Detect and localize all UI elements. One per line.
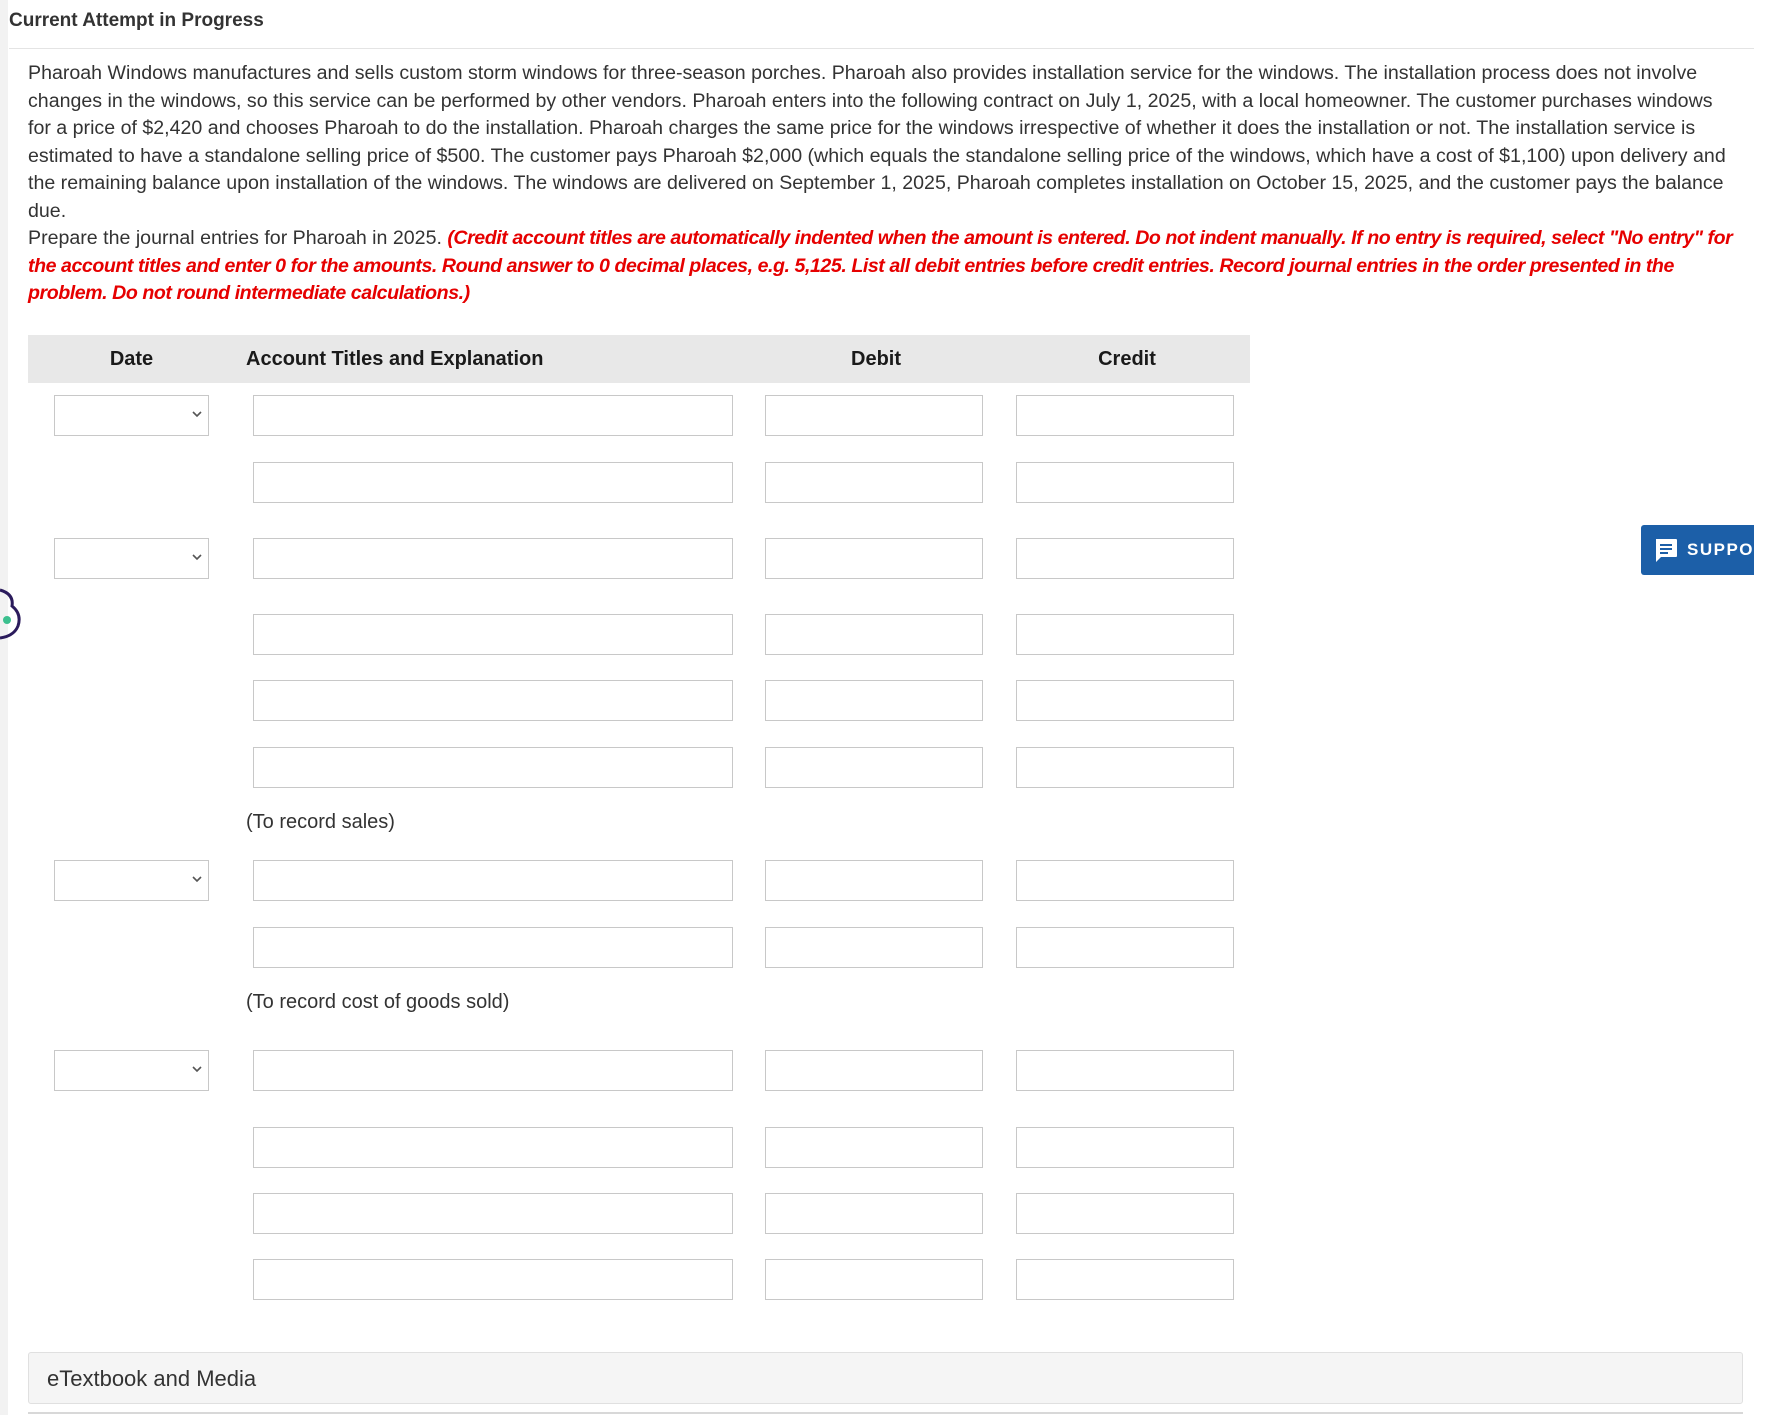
etextbook-media-label: eTextbook and Media [47, 1366, 257, 1391]
entry-4-row-4-debit-input[interactable] [765, 1259, 983, 1300]
chevron-down-icon [190, 407, 204, 421]
support-button[interactable] [1641, 525, 1780, 575]
attempt-status-heading: Current Attempt in Progress [9, 10, 264, 31]
entry-1-row-1-debit-input[interactable] [765, 395, 983, 436]
entry-3-row-1-credit-input[interactable] [1016, 860, 1234, 901]
entry-2-row-1-account-input[interactable] [253, 538, 733, 579]
entry-1-row-1-account-input[interactable] [253, 395, 733, 436]
entry-4-row-4-credit-input[interactable] [1016, 1259, 1234, 1300]
entry-1-row-2-account-input[interactable] [253, 462, 733, 503]
entry-4-row-2-debit-input[interactable] [765, 1127, 983, 1168]
entry-4-row-4-account-input[interactable] [253, 1259, 733, 1300]
chat-icon [1653, 537, 1679, 563]
support-label: SUPPORT [1687, 540, 1780, 559]
entry-2-row-2-credit-input[interactable] [1016, 614, 1234, 655]
column-header-account: Account Titles and Explanation [246, 348, 544, 370]
entry-2-row-4-debit-input[interactable] [765, 747, 983, 788]
entry-4-row-3-account-input[interactable] [253, 1193, 733, 1234]
entry-3-memo: (To record cost of goods sold) [246, 991, 510, 1013]
entry-1-row-2-credit-input[interactable] [1016, 462, 1234, 503]
entry-2-row-4-credit-input[interactable] [1016, 747, 1234, 788]
question-text: Pharoah Windows manufactures and sells custom storm windows for three-season porches. Pharoah also provides installation service for the windows. The installation process does not involve changes in the windows, so this service can be performed by other vendors. Pharoah enters into the following contract on July 1, 2025, with a local homeowner. The customer purchases windows for a price of $2,420 and chooses Pharoah to do the installation. Pharoah charges the same price for the windows irrespective of whether it does the installation or not. The installation service is estimated to have a standalone selling price of $500. The customer pays Pharoah $2,000 (which equals the standalone selling price of the windows, which have a cost of $1,100) upon delivery and the remaining balance upon installation of the windows. The windows are delivered on September 1, 2025, Pharoah completes installation on October 15, 2025, and the customer pays the balance due. [28, 62, 1726, 222]
entry-4-row-1-account-input[interactable] [253, 1050, 733, 1091]
entry-4-row-3-debit-input[interactable] [765, 1193, 983, 1234]
entry-3-row-2-account-input[interactable] [253, 927, 733, 968]
entry-4-row-2-credit-input[interactable] [1016, 1127, 1234, 1168]
entry-2-row-4-account-input[interactable] [253, 747, 733, 788]
entry-4-date-select[interactable] [54, 1050, 209, 1091]
entry-3-date-select[interactable] [54, 860, 209, 901]
entry-2-row-3-credit-input[interactable] [1016, 680, 1234, 721]
chevron-down-icon [190, 550, 204, 564]
entry-1-date-select[interactable] [54, 395, 209, 436]
entry-2-row-1-debit-input[interactable] [765, 538, 983, 579]
entry-3-row-1-account-input[interactable] [253, 860, 733, 901]
journal-table-header [28, 335, 1250, 383]
entry-4-row-2-account-input[interactable] [253, 1127, 733, 1168]
entry-3-row-2-debit-input[interactable] [765, 927, 983, 968]
column-header-debit: Debit [851, 348, 901, 370]
instruction-lead: Prepare the journal entries for Pharoah in 2025. [28, 227, 448, 249]
entry-4-row-1-debit-input[interactable] [765, 1050, 983, 1091]
column-header-credit: Credit [1098, 348, 1156, 370]
entry-2-memo: (To record sales) [246, 811, 395, 833]
entry-3-row-2-credit-input[interactable] [1016, 927, 1234, 968]
entry-2-row-3-account-input[interactable] [253, 680, 733, 721]
bottom-divider [28, 1412, 1743, 1414]
entry-2-row-3-debit-input[interactable] [765, 680, 983, 721]
side-helper-icon[interactable] [0, 588, 26, 640]
left-edge-rule [0, 0, 8, 1415]
instructions [28, 225, 1740, 308]
column-header-date: Date [109, 348, 154, 370]
chevron-down-icon [190, 1062, 204, 1076]
entry-2-date-select[interactable] [54, 538, 209, 579]
header-divider [9, 48, 1754, 49]
entry-1-row-1-credit-input[interactable] [1016, 395, 1234, 436]
entry-3-row-1-debit-input[interactable] [765, 860, 983, 901]
entry-4-row-1-credit-input[interactable] [1016, 1050, 1234, 1091]
entry-2-row-1-credit-input[interactable] [1016, 538, 1234, 579]
instruction-emphasis: (Credit account titles are automatically indented when the amount is entered. Do not indent manually. If no entry is required, select "No entry" for the account titles and enter 0 for the amounts. Round answer to 0 decimal places, e.g. 5,125. List all debit entries before credit entries. Record journal entries in the order presented in the problem. Do not round intermediate calculations.) [28, 227, 1733, 304]
entry-2-row-2-account-input[interactable] [253, 614, 733, 655]
entry-1-row-2-debit-input[interactable] [765, 462, 983, 503]
entry-2-row-2-debit-input[interactable] [765, 614, 983, 655]
chevron-down-icon [190, 872, 204, 886]
entry-4-row-3-credit-input[interactable] [1016, 1193, 1234, 1234]
etextbook-media-panel[interactable] [28, 1352, 1743, 1404]
